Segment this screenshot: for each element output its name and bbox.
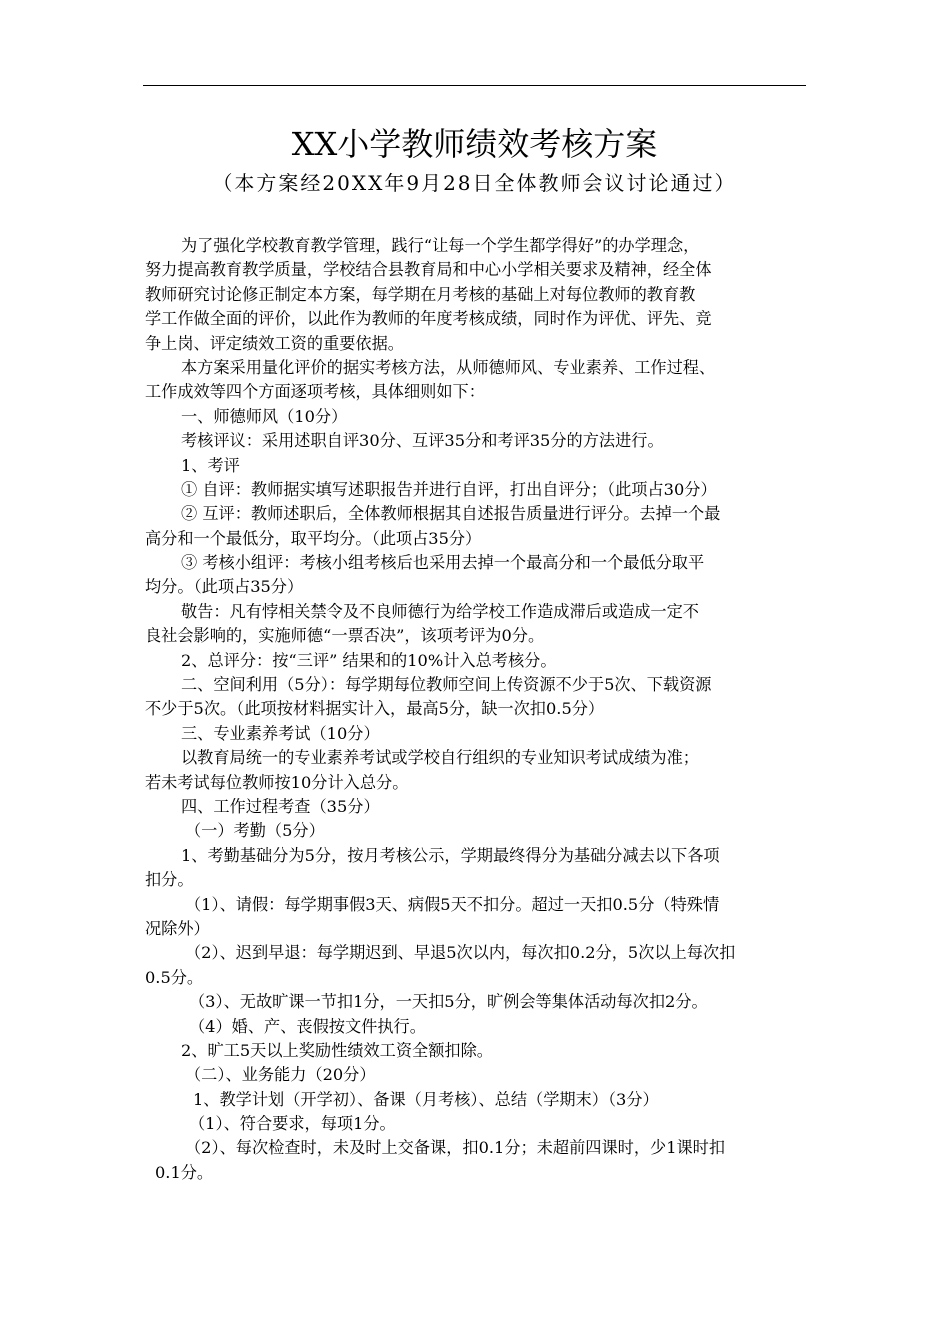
text-line: 1、考评 (181, 455, 240, 475)
text-line: 三、专业素养考试（10分） (181, 723, 380, 743)
text-line: ③ 考核小组评：考核小组考核后也采用去掉一个最高分和一个最低分取平 (181, 553, 705, 573)
text-line: 若未考试每位教师按10分计入总分。 (145, 772, 409, 792)
text-line: 工作成效等四个方面逐项考核，具体细则如下： (145, 382, 485, 402)
text-line: 扣分。 (145, 870, 194, 890)
text-line: 为了强化学校教育教学管理，践行“让每一个学生都学得好”的办学理念， (181, 236, 700, 255)
text-line: （3）、无故旷课一节扣1分，一天扣5分，旷例会等集体活动每次扣2分。 (189, 992, 708, 1012)
text-line: 努力提高教育教学质量，学校结合县教育局和中心小学相关要求及精神，经全体 (145, 260, 712, 280)
text-line: 敬告：凡有悖相关禁令及不良师德行为给学校工作造成滞后或造成一定不 (181, 601, 699, 621)
text-line: 一、师德师风（10分） (181, 406, 348, 426)
text-line: 考核评议：采用述职自评30分、互评35分和考评35分的方法进行。 (181, 431, 664, 451)
text-line: 1、教学计划（开学初）、备课（月考核）、总结（学期末）（3分） (193, 1089, 659, 1109)
document-title: XX小学教师绩效考核方案 (291, 125, 658, 163)
text-line: （4）婚、产、丧假按文件执行。 (189, 1016, 426, 1036)
text-line: 0.1分。 (155, 1162, 214, 1182)
text-line: （一）考勤（5分） (185, 821, 325, 841)
text-line: 均分。（此项占35分） (145, 577, 304, 597)
text-line: 四、工作过程考查（35分） (181, 796, 380, 816)
text-line: 教师研究讨论修正制定本方案，每学期在月考核的基础上对每位教师的教育教 (145, 284, 696, 304)
text-line: 2、旷工5天以上奖励性绩效工资全额扣除。 (181, 1040, 493, 1060)
text-line: 争上岗、评定绩效工资的重要依据。 (145, 333, 404, 353)
text-line: 二、空间利用（5分）：每学期每位教师空间上传资源不少于5次、下载资源 (181, 675, 712, 695)
document-subtitle: （本方案经20XX年9月28日全体教师会议讨论通过） (212, 171, 737, 195)
text-line: 本方案采用量化评价的据实考核方法，从师德师风、专业素养、工作过程、 (181, 357, 716, 377)
document-body (145, 234, 805, 1185)
text-line: 以教育局统一的专业素养考试或学校自行组织的专业知识考试成绩为准； (181, 748, 699, 768)
text-line: 2、总评分：按“三评” 结果和的10%计入总考核分。 (181, 650, 557, 670)
text-line: （二）、业务能力（20分） (185, 1065, 376, 1085)
text-line: 况除外） (145, 918, 210, 938)
text-line: 0.5分。 (145, 967, 204, 987)
text-line: ② 互评：教师述职后，全体教师根据其自述报告质量进行评分。去掉一个最 (181, 504, 721, 524)
text-line: （2）、迟到早退：每学期迟到、早退5次以内，每次扣0.2分，5次以上每次扣 (185, 943, 736, 963)
text-line: 高分和一个最低分，取平均分。（此项占35分） (145, 528, 482, 548)
text-line: ① 自评：教师据实填写述职报告并进行自评，打出自评分；（此项占30分） (181, 479, 717, 499)
text-line: 良社会影响的，实施师德“一票否决”，该项考评为0分。 (145, 626, 545, 646)
text-line: 不少于5次。（此项按材料据实计入，最高5分，缺一次扣0.5分） (145, 699, 605, 719)
text-line: （1）、请假：每学期事假3天、病假5天不扣分。超过一天扣0.5分（特殊情 (185, 894, 720, 914)
text-line: 学工作做全面的评价，以此作为教师的年度考核成绩，同时作为评优、评先、竞 (145, 309, 712, 329)
text-line: 1、考勤基础分为5分，按月考核公示，学期最终得分为基础分减去以下各项 (181, 845, 720, 865)
text-line: （1）、符合要求，每项1分。 (189, 1114, 396, 1134)
text-line: （2）、每次检查时，未及时上交备课，扣0.1分；未超前四课时，少1课时扣 (185, 1138, 726, 1158)
header-rule (143, 85, 806, 86)
